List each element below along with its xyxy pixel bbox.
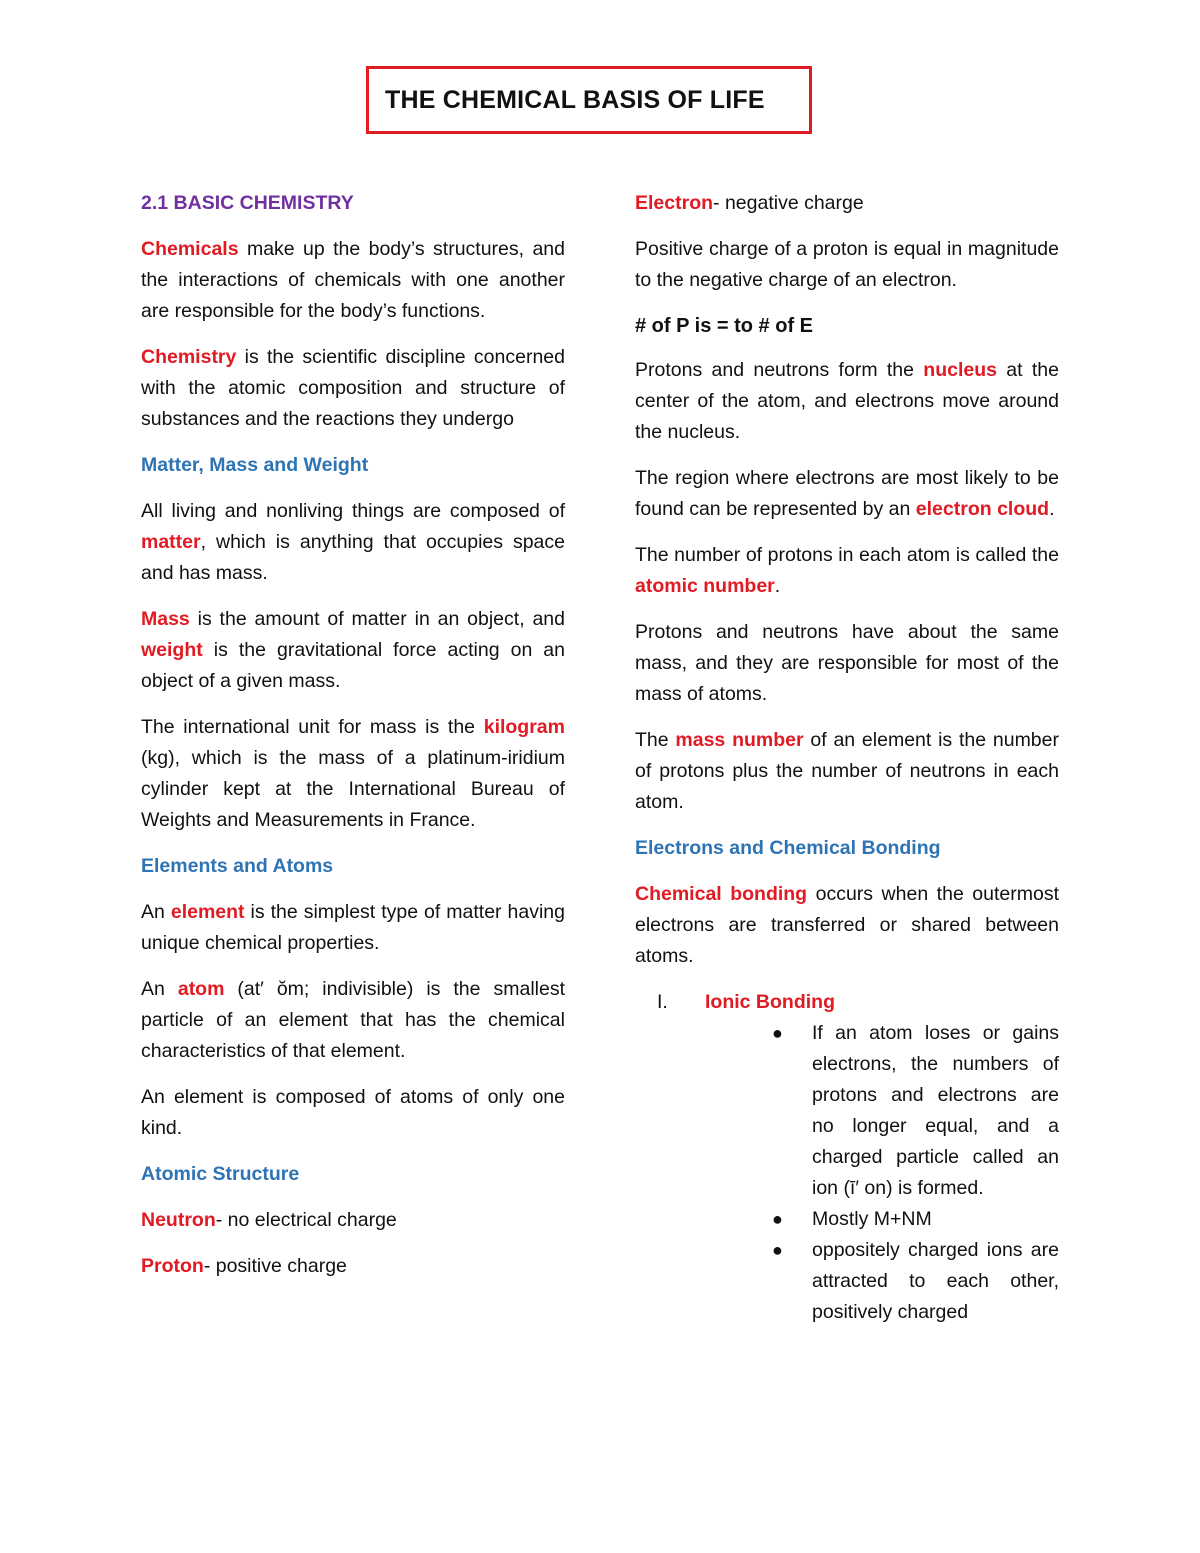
term-proton: Proton	[141, 1255, 204, 1277]
ionic-bonding-bullets	[635, 1018, 1059, 1328]
term-weight: weight	[141, 639, 203, 661]
term-matter: matter	[141, 531, 201, 553]
paragraph-text: .	[774, 575, 781, 597]
paragraph-element	[141, 897, 565, 959]
left-column	[141, 188, 565, 1297]
term-element: element	[170, 901, 245, 923]
term-kilogram: kilogram	[483, 716, 565, 738]
term-mass: Mass	[141, 608, 190, 630]
term-electron: Electron	[635, 192, 714, 214]
list-item	[635, 1204, 1059, 1235]
paragraph-element-composed: An element is composed of atoms of only one kind.	[141, 1086, 565, 1139]
paragraph-atom	[141, 974, 565, 1067]
ionic-bonding-heading: Ionic Bonding	[705, 991, 835, 1013]
ionic-bonding-item	[635, 987, 1059, 1018]
paragraph-chemicals	[141, 234, 565, 327]
paragraph-text: Protons and neutrons form the	[635, 359, 924, 381]
term-atomic-number: atomic number	[635, 575, 775, 597]
paragraph-text: is the scientific discipline concerned with the atomic composition and structure of substances and the reactions they undergo	[141, 346, 565, 430]
paragraph-nucleus	[635, 355, 1059, 448]
paragraph-electron-cloud	[635, 463, 1059, 525]
paragraph-neutron	[141, 1205, 565, 1236]
paragraph-p-equals-e: # of P is = to # of E	[635, 315, 814, 337]
paragraph-text: (kg), which is the mass of a platinum-iridium cylinder kept at the International Bureau of Weights and Measurements in France.	[141, 747, 565, 831]
paragraph-text: is the gravitational force acting on an object of a given mass.	[141, 639, 565, 692]
paragraph-text: - positive charge	[203, 1255, 347, 1277]
paragraph-protons-neutrons-mass: Protons and neutrons have about the same mass, and they are responsible for most of the mass of atoms.	[635, 621, 1059, 705]
bullet-text: If an atom loses or gains electrons, the numbers of protons and electrons are no longer equal, and a charged particle called an ion (ī′ on) is formed.	[812, 1022, 1059, 1199]
paragraph-chemistry	[141, 342, 565, 435]
term-mass-number: mass number	[675, 729, 804, 751]
heading-elements: Elements and Atoms	[141, 855, 334, 877]
term-electron-cloud: electron cloud	[915, 498, 1050, 520]
bullet-text: oppositely charged ions are attracted to each other, positively charged	[812, 1239, 1059, 1323]
term-nucleus: nucleus	[923, 359, 997, 381]
paragraph-text: occurs when the outermost electrons are transferred or shared between atoms.	[635, 883, 1059, 967]
page-title: THE CHEMICAL BASIS OF LIFE	[385, 85, 765, 114]
right-column	[635, 188, 1059, 1328]
list-item	[635, 1018, 1059, 1204]
heading-atomic-structure: Atomic Structure	[141, 1163, 300, 1185]
heading-matter: Matter, Mass and Weight	[141, 454, 369, 476]
paragraph-mass	[141, 604, 565, 697]
paragraph-positive-charge: Positive charge of a proton is equal in magnitude to the negative charge of an electron.	[635, 238, 1059, 291]
paragraph-text: at the center of the atom, and electrons move around the nucleus.	[635, 359, 1059, 443]
term-chemical-bonding: Chemical bonding	[635, 883, 808, 905]
paragraph-text: All living and nonliving things are composed of	[141, 500, 565, 522]
paragraph-text: - negative charge	[713, 192, 864, 214]
paragraph-text: make up the body’s structures, and the interactions of chemicals with one another are responsible for the body’s functions.	[141, 238, 565, 322]
paragraph-chemical-bonding	[635, 879, 1059, 972]
paragraph-text: The region where electrons are most likely to be found can be represented by an	[635, 467, 1059, 520]
paragraph-text: , which is anything that occupies space and has mass.	[141, 531, 565, 584]
paragraph-text: is the amount of matter in an object, and	[189, 608, 565, 630]
bullet-text: Mostly M+NM	[812, 1208, 932, 1230]
bullet-icon: ●	[772, 1209, 783, 1229]
paragraph-text: An	[141, 901, 171, 923]
bullet-icon: ●	[772, 1023, 783, 1043]
paragraph-text: is the simplest type of matter having unique chemical properties.	[141, 901, 565, 954]
bullet-icon: ●	[772, 1240, 783, 1260]
title-box	[366, 66, 812, 134]
paragraph-text: (at′ ŏm; indivisible) is the smallest particle of an element that has the chemical characteristics of that element.	[141, 978, 565, 1062]
list-numeral: I.	[657, 991, 668, 1013]
paragraph-matter	[141, 496, 565, 589]
paragraph-atomic-number	[635, 540, 1059, 602]
paragraph-mass-number	[635, 725, 1059, 818]
paragraph-text: .	[1049, 498, 1055, 520]
paragraph-proton	[141, 1251, 565, 1282]
term-chemistry: Chemistry	[141, 346, 237, 368]
paragraph-text: The	[635, 729, 676, 751]
paragraph-text: of an element is the number of protons plus the number of neutrons in each atom.	[635, 729, 1059, 813]
paragraph-kilogram	[141, 712, 565, 836]
section-heading: 2.1 BASIC CHEMISTRY	[141, 192, 354, 214]
heading-chemical-bonding: Electrons and Chemical Bonding	[635, 837, 941, 859]
paragraph-text: The number of protons in each atom is called the	[635, 544, 1059, 566]
paragraph-electron	[635, 188, 1059, 219]
paragraph-text: An	[141, 978, 178, 1000]
term-atom: atom	[177, 978, 225, 1000]
paragraph-text: - no electrical charge	[215, 1209, 397, 1231]
list-item	[635, 1235, 1059, 1328]
term-neutron: Neutron	[141, 1209, 216, 1231]
term-chemicals: Chemicals	[141, 238, 239, 260]
paragraph-text: The international unit for mass is the	[141, 716, 484, 738]
